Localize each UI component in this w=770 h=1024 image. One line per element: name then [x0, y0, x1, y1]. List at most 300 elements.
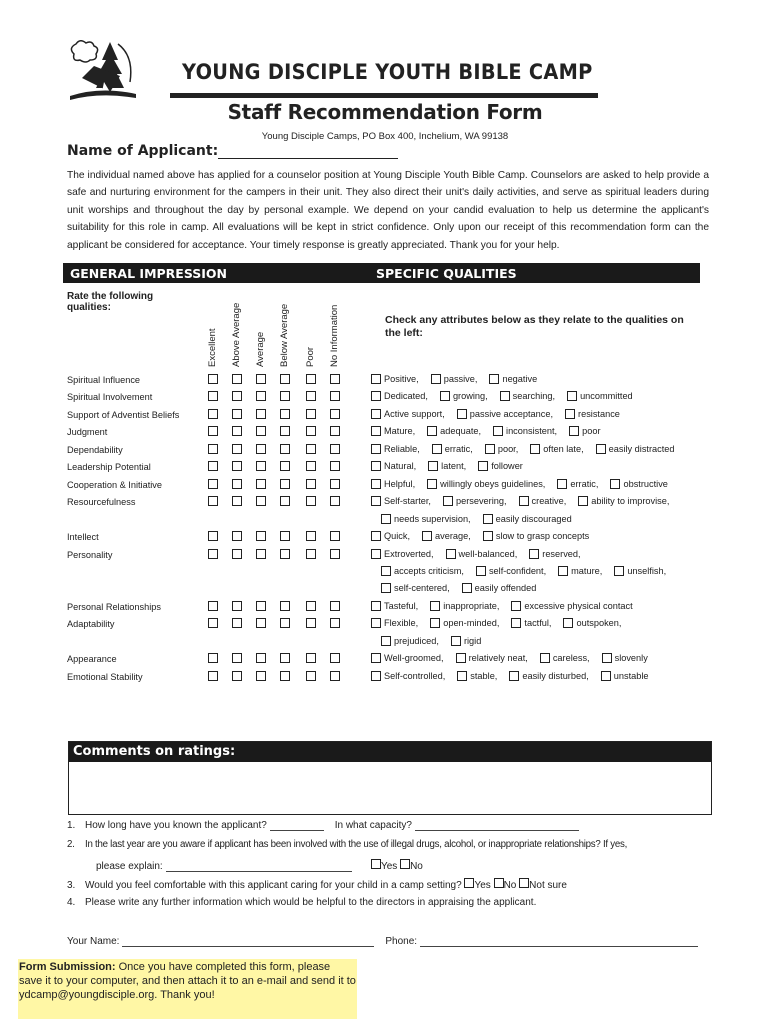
rating-checkbox-average[interactable] — [256, 409, 266, 419]
attribute-option[interactable] — [371, 461, 416, 471]
attribute-checkbox[interactable] — [601, 671, 611, 681]
rating-checkbox-no-information[interactable] — [330, 531, 340, 541]
attribute-label: searching, — [512, 391, 556, 402]
rating-checkbox-poor[interactable] — [306, 653, 316, 663]
attribute-option[interactable] — [530, 444, 583, 454]
rating-checkbox-above-average[interactable] — [232, 374, 242, 384]
attribute-label: erratic, — [570, 478, 599, 489]
attribute-label: stable, — [470, 670, 498, 681]
rating-checkbox-below-average[interactable] — [280, 409, 290, 419]
attribute-checkbox[interactable] — [569, 426, 579, 436]
attribute-checkbox[interactable] — [371, 461, 381, 471]
quality-row — [0, 478, 770, 495]
attribute-label: erratic, — [444, 443, 473, 454]
rating-checkbox-average[interactable] — [256, 618, 266, 628]
form-title: Staff Recommendation Form — [227, 100, 543, 124]
attribute-option[interactable] — [485, 444, 518, 454]
rating-checkbox-excellent[interactable] — [208, 444, 218, 454]
attribute-checkbox[interactable] — [440, 391, 450, 401]
rating-checkbox-average[interactable] — [256, 461, 266, 471]
attribute-checkbox[interactable] — [457, 671, 467, 681]
attribute-checkbox[interactable] — [371, 426, 381, 436]
rating-checkbox-poor[interactable] — [306, 374, 316, 384]
attribute-checkbox[interactable] — [430, 618, 440, 628]
rating-checkbox-no-information[interactable] — [330, 374, 340, 384]
attribute-checkbox[interactable] — [558, 566, 568, 576]
rating-checkbox-below-average[interactable] — [280, 426, 290, 436]
attribute-option[interactable] — [430, 618, 499, 628]
attribute-option[interactable] — [478, 461, 523, 471]
rating-checkbox-excellent[interactable] — [208, 653, 218, 663]
attribute-label: Self-controlled, — [384, 670, 446, 681]
rating-checkbox-no-information[interactable] — [330, 601, 340, 611]
attribute-option[interactable] — [578, 496, 669, 506]
attribute-checkbox[interactable] — [519, 496, 529, 506]
attribute-label: growing, — [452, 391, 488, 402]
rating-checkbox-no-information[interactable] — [330, 444, 340, 454]
rating-checkbox-poor[interactable] — [306, 618, 316, 628]
attribute-option[interactable] — [446, 549, 518, 559]
attribute-label: inconsistent, — [506, 426, 558, 437]
attribute-checkbox[interactable] — [565, 409, 575, 419]
address: Young Disciple Camps, PO Box 400, Inchelium, WA 99138 — [261, 131, 509, 142]
attribute-checkbox[interactable] — [371, 671, 381, 681]
rating-checkbox-no-information[interactable] — [330, 426, 340, 436]
attribute-option[interactable] — [440, 391, 488, 401]
rating-checkbox-no-information[interactable] — [330, 653, 340, 663]
attribute-label: unstable — [613, 670, 649, 681]
attribute-option[interactable] — [443, 496, 507, 506]
attribute-option[interactable] — [371, 671, 445, 681]
attribute-checkbox[interactable] — [446, 549, 456, 559]
attribute-checkbox[interactable] — [422, 531, 432, 541]
attribute-option[interactable] — [371, 549, 434, 559]
attribute-option[interactable] — [371, 618, 418, 628]
rating-checkbox-no-information[interactable] — [330, 391, 340, 401]
attribute-option[interactable] — [509, 671, 588, 681]
attribute-checkbox[interactable] — [381, 514, 391, 524]
attribute-checkbox[interactable] — [451, 636, 461, 646]
attribute-option[interactable] — [371, 653, 444, 663]
attribute-option[interactable] — [529, 549, 580, 559]
section-header-bar — [63, 263, 700, 283]
attribute-label: Positive, — [384, 374, 419, 384]
rating-checkbox-poor[interactable] — [306, 496, 316, 506]
rating-checkbox-poor[interactable] — [306, 461, 316, 471]
attribute-option[interactable] — [371, 496, 431, 506]
rating-checkbox-no-information[interactable] — [330, 461, 340, 471]
quality-row — [0, 670, 770, 687]
attribute-checkbox[interactable] — [381, 636, 391, 646]
question-1: 1. How long have you known the applicant? In what capacity? — [67, 820, 579, 831]
attribute-label: Reliable, — [384, 443, 420, 454]
attribute-checkbox[interactable] — [428, 461, 438, 471]
rating-checkbox-below-average[interactable] — [280, 391, 290, 401]
attribute-label: inappropriate, — [443, 600, 500, 611]
attribute-option[interactable] — [456, 653, 528, 663]
attribute-checkbox[interactable] — [457, 409, 467, 419]
comments-heading: Comments on ratings: — [69, 742, 711, 762]
rating-checkbox-excellent[interactable] — [208, 549, 218, 559]
rating-checkbox-below-average[interactable] — [280, 461, 290, 471]
attribute-checkbox[interactable] — [371, 409, 381, 419]
rating-checkbox-above-average[interactable] — [232, 461, 242, 471]
attribute-label: well-balanced, — [458, 548, 518, 559]
attribute-option[interactable] — [489, 374, 537, 384]
rating-checkbox-poor[interactable] — [306, 549, 316, 559]
attribute-option[interactable] — [451, 636, 481, 646]
attribute-checkbox[interactable] — [371, 549, 381, 559]
q3-no-checkbox[interactable] — [494, 878, 504, 888]
attribute-option[interactable] — [371, 374, 419, 384]
submission-note: Form Submission: Once you have completed this form, please save it to your computer, and then attach it to an e-mail and send it to ydcamp@youngdisciple.org. Thank you! — [18, 959, 357, 1019]
rating-checkbox-average[interactable] — [256, 479, 266, 489]
attribute-checkbox[interactable] — [443, 496, 453, 506]
attribute-list — [381, 636, 493, 646]
attribute-checkbox[interactable] — [529, 549, 539, 559]
rating-checkbox-poor[interactable] — [306, 601, 316, 611]
quality-label: Judgment — [67, 427, 108, 438]
rating-checkbox-above-average[interactable] — [232, 391, 242, 401]
attribute-list — [371, 479, 680, 489]
attribute-checkbox[interactable] — [578, 496, 588, 506]
rating-checkbox-above-average[interactable] — [232, 618, 242, 628]
attribute-checkbox[interactable] — [483, 514, 493, 524]
attribute-checkbox[interactable] — [427, 479, 437, 489]
attribute-label: Helpful, — [384, 478, 416, 489]
phone-field[interactable] — [420, 937, 698, 947]
rating-checkbox-no-information[interactable] — [330, 671, 340, 681]
applicant-name-line[interactable] — [218, 145, 398, 159]
q3-not-sure-checkbox[interactable] — [519, 878, 529, 888]
rating-checkbox-no-information[interactable] — [330, 479, 340, 489]
explain-field[interactable] — [166, 862, 352, 872]
rating-checkbox-average[interactable] — [256, 671, 266, 681]
attribute-checkbox[interactable] — [596, 444, 606, 454]
attribute-label: easily offended — [474, 583, 537, 594]
title-rule — [170, 93, 598, 98]
attribute-option[interactable] — [381, 566, 464, 576]
attribute-label: latent, — [441, 461, 467, 472]
attribute-option[interactable] — [614, 566, 666, 576]
attribute-list — [371, 461, 535, 471]
q2-no-checkbox[interactable] — [400, 859, 410, 869]
quality-label: Resourcefulness — [67, 497, 136, 508]
rating-checkbox-below-average[interactable] — [280, 531, 290, 541]
attribute-checkbox[interactable] — [511, 601, 521, 611]
rating-checkbox-above-average[interactable] — [232, 671, 242, 681]
attribute-option[interactable] — [558, 566, 602, 576]
attribute-checkbox[interactable] — [511, 618, 521, 628]
rating-checkbox-poor[interactable] — [306, 671, 316, 681]
rating-checkbox-below-average[interactable] — [280, 653, 290, 663]
attribute-checkbox[interactable] — [530, 444, 540, 454]
attribute-checkbox[interactable] — [602, 653, 612, 663]
attribute-label: Self-starter, — [384, 496, 431, 507]
applicant-name-label: Name of Applicant: — [67, 143, 219, 159]
attribute-option[interactable] — [511, 601, 632, 611]
attribute-option[interactable] — [432, 444, 473, 454]
attribute-option[interactable] — [371, 479, 415, 489]
attribute-label: obstructive — [623, 478, 668, 489]
attribute-checkbox[interactable] — [509, 671, 519, 681]
attribute-option[interactable] — [462, 583, 537, 593]
rating-checkbox-above-average[interactable] — [232, 479, 242, 489]
attribute-checkbox[interactable] — [371, 496, 381, 506]
attribute-label: Tasteful, — [384, 600, 419, 611]
rating-checkbox-below-average[interactable] — [280, 671, 290, 681]
attribute-option[interactable] — [428, 461, 466, 471]
rating-checkbox-excellent[interactable] — [208, 479, 218, 489]
attribute-option[interactable] — [427, 479, 545, 489]
attribute-checkbox[interactable] — [381, 566, 391, 576]
attribute-checkbox[interactable] — [371, 374, 381, 384]
attribute-option[interactable] — [422, 531, 471, 541]
rating-checkbox-average[interactable] — [256, 391, 266, 401]
attribute-label: easily distracted — [608, 443, 675, 454]
rating-checkbox-below-average[interactable] — [280, 479, 290, 489]
rating-checkbox-above-average[interactable] — [232, 531, 242, 541]
attribute-option[interactable] — [371, 531, 410, 541]
quality-row — [0, 530, 770, 547]
quality-row — [0, 495, 770, 512]
rating-checkbox-excellent[interactable] — [208, 409, 218, 419]
attribute-label: prejudiced, — [394, 635, 439, 646]
attribute-option[interactable] — [371, 426, 415, 436]
attribute-checkbox[interactable] — [563, 618, 573, 628]
rating-checkbox-average[interactable] — [256, 549, 266, 559]
attribute-option[interactable] — [483, 514, 572, 524]
rating-checkbox-average[interactable] — [256, 444, 266, 454]
rating-checkbox-no-information[interactable] — [330, 549, 340, 559]
attribute-checkbox[interactable] — [540, 653, 550, 663]
rating-checkbox-below-average[interactable] — [280, 374, 290, 384]
attribute-label: slow to grasp concepts — [495, 531, 590, 542]
attribute-checkbox[interactable] — [430, 601, 440, 611]
rating-checkbox-average[interactable] — [256, 601, 266, 611]
rating-checkbox-poor[interactable] — [306, 426, 316, 436]
attribute-option[interactable] — [430, 601, 499, 611]
question-3: 3. Would you feel comfortable with this applicant caring for your child in a camp setting? Yes No Not sure — [67, 880, 567, 891]
quality-label: Leadership Potential — [67, 462, 151, 473]
rating-checkbox-above-average[interactable] — [232, 444, 242, 454]
attribute-list — [381, 566, 678, 576]
attribute-label: open-minded, — [443, 618, 500, 629]
attribute-option[interactable] — [602, 653, 648, 663]
rating-checkbox-excellent[interactable] — [208, 531, 218, 541]
rating-checkbox-above-average[interactable] — [232, 409, 242, 419]
rating-checkbox-excellent[interactable] — [208, 391, 218, 401]
attribute-option[interactable] — [540, 653, 590, 663]
rating-checkbox-above-average[interactable] — [232, 496, 242, 506]
rating-checkbox-below-average[interactable] — [280, 549, 290, 559]
attribute-option[interactable] — [557, 479, 598, 489]
quality-continuation-row — [0, 635, 770, 652]
attribute-option[interactable] — [563, 618, 621, 628]
attribute-checkbox[interactable] — [371, 479, 381, 489]
attribute-checkbox[interactable] — [371, 618, 381, 628]
attribute-checkbox[interactable] — [427, 426, 437, 436]
rating-checkbox-poor[interactable] — [306, 531, 316, 541]
attribute-list — [371, 653, 660, 663]
attribute-option[interactable] — [565, 409, 620, 419]
quality-row — [0, 408, 770, 425]
attribute-checkbox[interactable] — [432, 444, 442, 454]
quality-label: Support of Adventist Beliefs — [67, 409, 180, 420]
attribute-checkbox[interactable] — [567, 391, 577, 401]
rating-checkbox-no-information[interactable] — [330, 496, 340, 506]
attribute-checkbox[interactable] — [371, 653, 381, 663]
rating-checkbox-above-average[interactable] — [232, 426, 242, 436]
attribute-checkbox[interactable] — [456, 653, 466, 663]
q3-yes-checkbox[interactable] — [464, 878, 474, 888]
quality-row — [0, 373, 770, 390]
attribute-checkbox[interactable] — [493, 426, 503, 436]
rating-checkbox-above-average[interactable] — [232, 549, 242, 559]
rating-checkbox-poor[interactable] — [306, 391, 316, 401]
q2-yes-checkbox[interactable] — [371, 859, 381, 869]
attribute-list — [381, 514, 584, 524]
attribute-option[interactable] — [427, 426, 481, 436]
rating-checkbox-above-average[interactable] — [232, 653, 242, 663]
attribute-checkbox[interactable] — [614, 566, 624, 576]
rating-checkbox-excellent[interactable] — [208, 374, 218, 384]
rating-checkbox-average[interactable] — [256, 531, 266, 541]
attribute-label: Mature, — [384, 426, 416, 437]
attribute-option[interactable] — [457, 671, 497, 681]
attribute-label: uncommitted — [580, 391, 633, 402]
attribute-checkbox[interactable] — [381, 583, 391, 593]
attribute-option[interactable] — [567, 391, 633, 401]
attribute-checkbox[interactable] — [476, 566, 486, 576]
attribute-option[interactable] — [483, 531, 589, 541]
attribute-label: excessive physical contact — [524, 600, 633, 611]
quality-continuation-row — [0, 582, 770, 599]
attribute-option[interactable] — [500, 391, 555, 401]
attribute-label: average, — [435, 531, 471, 542]
attribute-option[interactable] — [371, 391, 428, 401]
rating-checkbox-excellent[interactable] — [208, 426, 218, 436]
attribute-checkbox[interactable] — [500, 391, 510, 401]
known-duration-field[interactable] — [270, 821, 324, 831]
rating-checkbox-poor[interactable] — [306, 444, 316, 454]
rating-checkbox-above-average[interactable] — [232, 601, 242, 611]
attribute-checkbox[interactable] — [483, 531, 493, 541]
rating-checkbox-excellent[interactable] — [208, 618, 218, 628]
camp-logo — [66, 40, 138, 102]
attribute-checkbox[interactable] — [431, 374, 441, 384]
attribute-checkbox[interactable] — [485, 444, 495, 454]
rating-checkbox-average[interactable] — [256, 426, 266, 436]
rating-checkbox-below-average[interactable] — [280, 444, 290, 454]
attribute-checkbox[interactable] — [371, 531, 381, 541]
attribute-checkbox[interactable] — [489, 374, 499, 384]
rating-checkbox-poor[interactable] — [306, 479, 316, 489]
attribute-option[interactable] — [610, 479, 667, 489]
attribute-label: mature, — [571, 565, 603, 576]
attribute-label: Dedicated, — [384, 391, 428, 402]
capacity-field[interactable] — [415, 821, 579, 831]
attribute-option[interactable] — [371, 444, 420, 454]
applicant-name-field[interactable] — [67, 143, 398, 159]
attribute-option[interactable] — [519, 496, 567, 506]
attribute-option[interactable] — [493, 426, 557, 436]
attribute-checkbox[interactable] — [610, 479, 620, 489]
attribute-option[interactable] — [511, 618, 551, 628]
rating-checkbox-excellent[interactable] — [208, 601, 218, 611]
attribute-label: Well-groomed, — [384, 653, 444, 664]
attribute-checkbox[interactable] — [371, 444, 381, 454]
attribute-option[interactable] — [431, 374, 478, 384]
attribute-label: unselfish, — [627, 565, 667, 576]
attribute-option[interactable] — [476, 566, 546, 576]
attribute-option[interactable] — [371, 409, 445, 419]
attribute-list — [371, 426, 613, 436]
attribute-checkbox[interactable] — [557, 479, 567, 489]
attribute-label: reserved, — [542, 548, 581, 559]
question-2: 2. In the last year are you aware if applicant has been involved with the use of illegal drugs, alcohol, or inappropriate relationships? If yes, — [67, 839, 628, 850]
attribute-option[interactable] — [371, 601, 418, 611]
attribute-option[interactable] — [569, 426, 600, 436]
rating-checkbox-excellent[interactable] — [208, 671, 218, 681]
rating-checkbox-below-average[interactable] — [280, 601, 290, 611]
intro-paragraph: The individual named above has applied for a counselor position at Young Disciple Youth Bible Camp. Counselors are asked to help provide a safe and nurturing environment for the campers in their unit. They also direct their unit's daily activities, and serve as spiritual leaders during unit worships and throughout the day by personal example. We depend on your candid evaluation to help us determine the applicant's suitability for this role in camp. All evaluations will be kept in strict confidence. Only upon our receipt of this recommendation form can the applicant be considered for acceptance. Your timely response is greatly appreciated. Thank you for your help. — [67, 170, 709, 251]
quality-row — [0, 460, 770, 477]
quality-label: Adaptability — [67, 619, 115, 630]
rating-checkbox-below-average[interactable] — [280, 496, 290, 506]
your-name-field[interactable] — [122, 937, 374, 947]
rating-checkbox-no-information[interactable] — [330, 409, 340, 419]
rating-checkbox-excellent[interactable] — [208, 496, 218, 506]
attribute-checkbox[interactable] — [371, 391, 381, 401]
attribute-checkbox[interactable] — [462, 583, 472, 593]
rating-checkbox-no-information[interactable] — [330, 618, 340, 628]
attribute-checkbox[interactable] — [371, 601, 381, 611]
quality-label: Dependability — [67, 444, 123, 455]
attribute-label: self-confident, — [488, 565, 547, 576]
attribute-checkbox[interactable] — [478, 461, 488, 471]
attribute-label: passive acceptance, — [469, 408, 554, 419]
attribute-label: Extroverted, — [384, 548, 434, 559]
attribute-list — [371, 549, 593, 559]
attribute-label: persevering, — [455, 496, 507, 507]
attribute-list — [371, 531, 601, 541]
quality-label: Appearance — [67, 654, 117, 665]
attribute-list — [371, 601, 645, 611]
rating-checkbox-average[interactable] — [256, 653, 266, 663]
rating-checkbox-average[interactable] — [256, 374, 266, 384]
attribute-list — [371, 374, 549, 384]
attribute-label: easily discouraged — [495, 513, 572, 524]
attribute-option[interactable] — [596, 444, 675, 454]
rating-column-header: Below Average — [279, 303, 290, 367]
attribute-option[interactable] — [381, 514, 471, 524]
comments-box[interactable] — [68, 741, 712, 815]
attribute-option[interactable] — [601, 671, 649, 681]
attribute-list — [371, 671, 661, 681]
rating-checkbox-excellent[interactable] — [208, 461, 218, 471]
attribute-option[interactable] — [381, 636, 439, 646]
attribute-label: tactful, — [524, 618, 552, 629]
rating-checkbox-poor[interactable] — [306, 409, 316, 419]
attribute-option[interactable] — [457, 409, 553, 419]
rating-checkbox-below-average[interactable] — [280, 618, 290, 628]
attribute-option[interactable] — [381, 583, 450, 593]
rating-checkbox-average[interactable] — [256, 496, 266, 506]
rating-column-header: Above Average — [231, 302, 242, 367]
attribute-label: passive, — [443, 374, 478, 384]
attribute-label: Natural, — [384, 461, 417, 472]
